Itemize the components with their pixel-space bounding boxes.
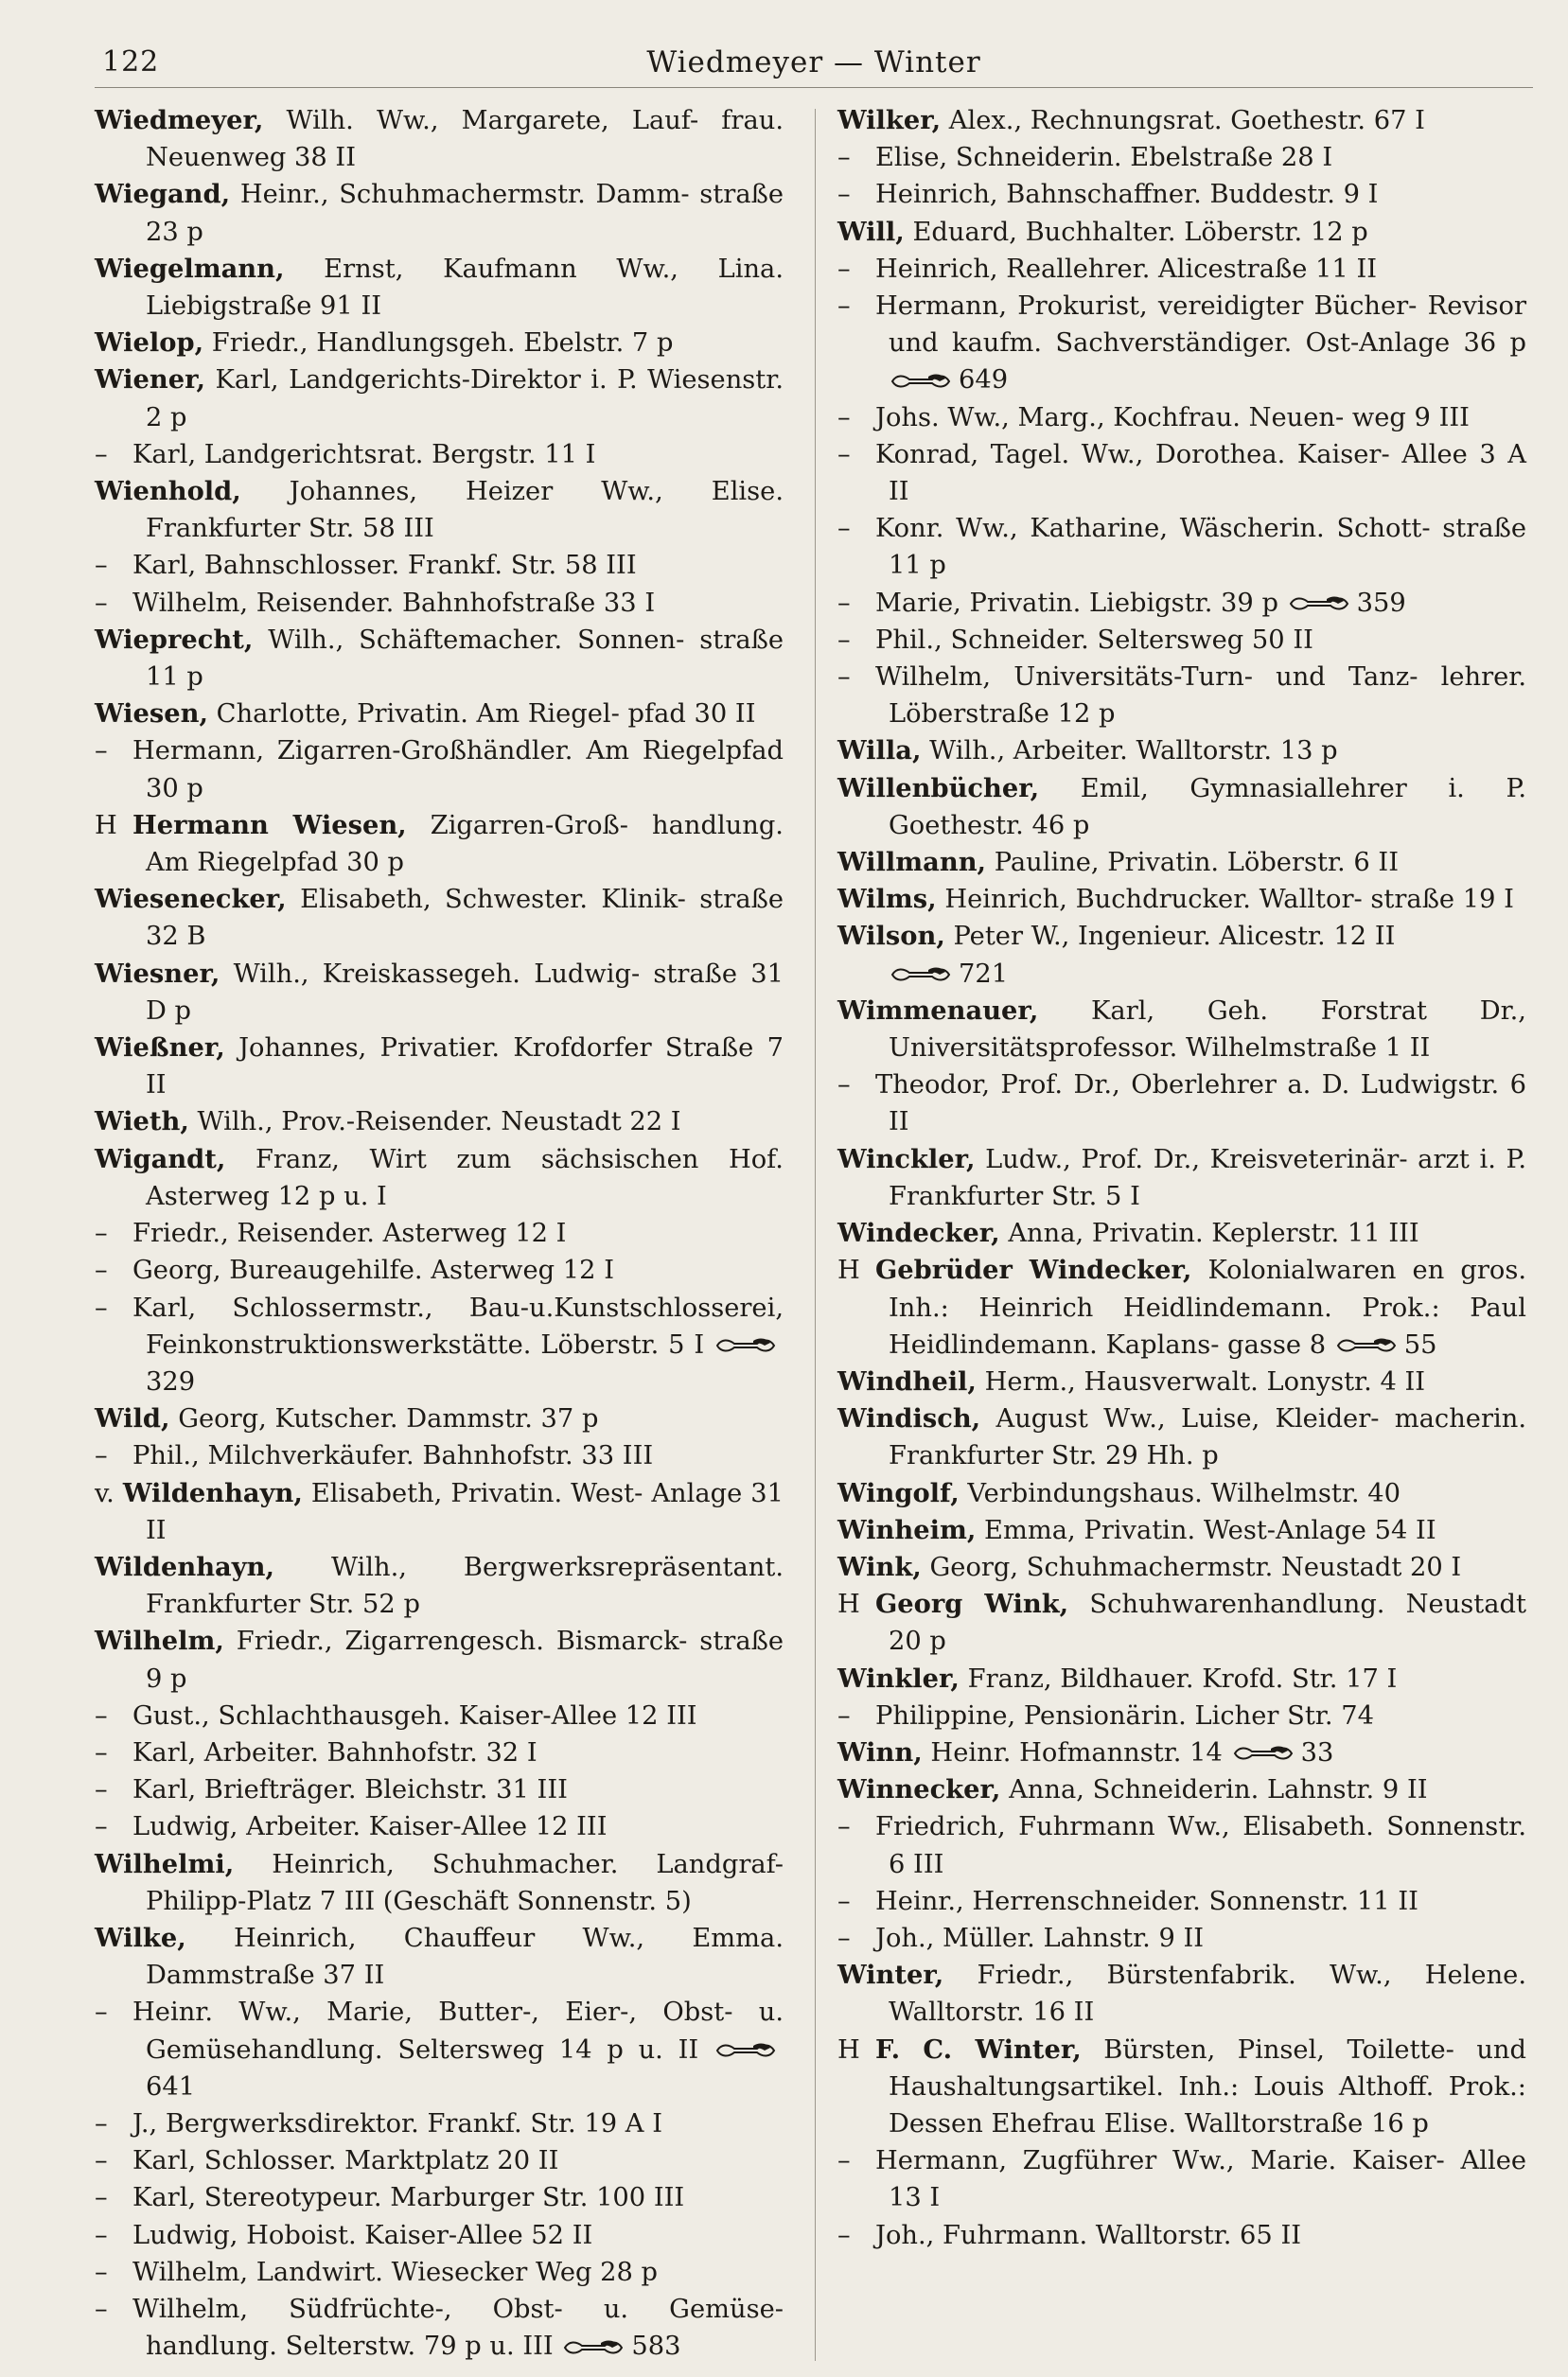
directory-entry bbox=[837, 102, 1526, 139]
directory-entry bbox=[837, 1698, 1526, 1734]
firm-marker: H bbox=[837, 1256, 860, 1286]
directory-entry bbox=[95, 1623, 784, 1697]
phone-number: 583 bbox=[631, 2332, 681, 2362]
directory-entry bbox=[837, 2142, 1526, 2216]
entry-text: Ludw., Prof. Dr., Kreisveterinär- arzt i. P. Frankfurter Str. 5 I bbox=[889, 1144, 1526, 1211]
continuation-dash: – bbox=[95, 588, 108, 618]
continuation-dash: – bbox=[837, 625, 851, 655]
entry-name: Willenbücher, bbox=[837, 772, 1040, 803]
directory-entry bbox=[837, 1661, 1526, 1698]
entry-name: Wildenhayn, bbox=[122, 1477, 303, 1508]
continuation-dash: – bbox=[95, 2257, 108, 2287]
entry-text: Bürsten, Pinsel, Toilette- und Haushaltungsartikel. Inh.: Louis Althoff. Prok.: Dessen Ehefrau Elise. Walltorstraße 16 p bbox=[889, 2034, 1526, 2139]
entry-text: Emil, Gymnasiallehrer i. P. Goethestr. 46 p bbox=[889, 773, 1526, 840]
telephone-icon bbox=[890, 966, 951, 983]
firm-marker: H bbox=[837, 2034, 860, 2065]
directory-entry bbox=[837, 251, 1526, 288]
firm-marker: H bbox=[95, 810, 117, 840]
entry-text: Phil., Milchverkäufer. Bahnhofstr. 33 III bbox=[132, 1441, 654, 1471]
entry-name: Wilke, bbox=[95, 1922, 186, 1953]
entry-text: Friedrich, Fuhrmann Ww., Elisabeth. Sonnenstr. 6 III bbox=[875, 1812, 1526, 1879]
entry-text: Hermann, Zugführer Ww., Marie. Kaiser- Allee 13 I bbox=[875, 2146, 1526, 2213]
entry-text: Phil., Schneider. Seltersweg 50 II bbox=[875, 625, 1313, 655]
continuation-dash: – bbox=[95, 736, 108, 766]
directory-entry bbox=[837, 139, 1526, 176]
entry-name: Winckler, bbox=[837, 1143, 976, 1174]
entry-text: Theodor, Prof. Dr., Oberlehrer a. D. Ludwigstr. 6 II bbox=[875, 1070, 1526, 1137]
directory-entry bbox=[837, 1141, 1526, 1215]
telephone-icon bbox=[715, 1337, 776, 1354]
directory-entry bbox=[837, 1771, 1526, 1808]
entry-name: Wingolf, bbox=[837, 1477, 960, 1508]
continuation-dash: – bbox=[95, 1441, 108, 1471]
entry-text: Marie, Privatin. Liebigstr. 39 p bbox=[875, 588, 1278, 618]
entry-name: Wiegelmann, bbox=[95, 253, 285, 284]
entry-text: Elisabeth, Schwester. Klinik- straße 32 B bbox=[146, 885, 784, 952]
directory-entry bbox=[95, 1252, 784, 1289]
directory-entry bbox=[95, 1215, 784, 1252]
directory-entry bbox=[837, 1252, 1526, 1364]
directory-entry bbox=[95, 1400, 784, 1437]
continuation-dash: – bbox=[837, 402, 851, 432]
phone-number: 649 bbox=[959, 365, 1009, 396]
entry-text: Alex., Rechnungsrat. Goethestr. 67 I bbox=[941, 106, 1425, 135]
directory-entry bbox=[95, 361, 784, 435]
entry-name: Windheil, bbox=[837, 1365, 977, 1397]
name-prefix: v. bbox=[95, 1478, 123, 1508]
continuation-dash: – bbox=[95, 1737, 108, 1768]
continuation-dash: – bbox=[95, 2220, 108, 2250]
entry-text: Schuhwarenhandlung. Neustadt 20 p bbox=[889, 1590, 1526, 1657]
directory-entry bbox=[95, 1771, 784, 1808]
directory-entry bbox=[95, 956, 784, 1030]
entry-text: Elise, Schneiderin. Ebelstraße 28 I bbox=[875, 143, 1333, 173]
directory-entry bbox=[837, 770, 1526, 844]
directory-entry bbox=[95, 1846, 784, 1920]
directory-entry bbox=[95, 251, 784, 325]
telephone-icon bbox=[1336, 1337, 1397, 1354]
entry-name: Wildenhayn, bbox=[95, 1551, 274, 1582]
directory-entry bbox=[837, 1215, 1526, 1252]
entry-name: Will, bbox=[837, 216, 905, 247]
entry-name: Wieth, bbox=[95, 1106, 189, 1137]
directory-entry bbox=[95, 881, 784, 955]
directory-entry bbox=[837, 1734, 1526, 1771]
entry-text: Johannes, Heizer Ww., Elise. Frankfurter Str. 58 III bbox=[146, 477, 784, 544]
entry-name: Willmann, bbox=[837, 847, 987, 878]
directory-entry bbox=[95, 1475, 784, 1549]
continuation-dash: – bbox=[837, 180, 851, 210]
directory-entry bbox=[95, 2291, 784, 2365]
continuation-dash: – bbox=[837, 2146, 851, 2176]
directory-entry bbox=[837, 918, 1526, 992]
directory-entry bbox=[837, 1957, 1526, 2031]
directory-entry bbox=[837, 510, 1526, 584]
entry-text: Heinr. Hofmannstr. 14 bbox=[922, 1737, 1223, 1768]
entry-name: Wigandt, bbox=[95, 1143, 226, 1174]
entry-text: Wilhelm, Südfrüchte-, Obst- u. Gemüse- handlung. Selterstw. 79 p u. III bbox=[132, 2294, 784, 2362]
entry-text: Wilh., Bergwerksrepräsentant. Frankfurter Str. 52 p bbox=[146, 1552, 784, 1620]
entry-text: Franz, Bildhauer. Krofd. Str. 17 I bbox=[959, 1664, 1398, 1694]
entry-text: Emma, Privatin. West-Anlage 54 II bbox=[976, 1515, 1436, 1545]
entry-text: Konrad, Tagel. Ww., Dorothea. Kaiser- Allee 3 A II bbox=[875, 439, 1526, 507]
telephone-icon bbox=[1289, 595, 1349, 612]
directory-entry bbox=[95, 325, 784, 361]
directory-entry bbox=[837, 1883, 1526, 1920]
entry-name: Wilson, bbox=[837, 921, 945, 952]
directory-entry bbox=[837, 1512, 1526, 1549]
entry-text: Anna, Privatin. Keplerstr. 11 III bbox=[999, 1219, 1419, 1249]
directory-entry bbox=[95, 2179, 784, 2216]
entry-text: Wilhelm, Reisender. Bahnhofstraße 33 I bbox=[132, 588, 656, 618]
telephone-icon bbox=[715, 2042, 776, 2059]
phone-number: 55 bbox=[1403, 1329, 1437, 1360]
directory-entry bbox=[95, 547, 784, 584]
entry-name: Wienhold, bbox=[95, 476, 241, 507]
directory-entry bbox=[837, 585, 1526, 622]
continuation-dash: – bbox=[837, 1700, 851, 1731]
entry-name: Willa, bbox=[837, 735, 922, 766]
directory-entry bbox=[95, 622, 784, 695]
directory-entry bbox=[837, 176, 1526, 213]
continuation-dash: – bbox=[95, 1998, 108, 2028]
directory-entry bbox=[95, 1141, 784, 1215]
entry-name: Wiesen, bbox=[95, 698, 208, 730]
continuation-dash: – bbox=[837, 2220, 851, 2250]
entry-text: Heinrich, Chauffeur Ww., Emma. Dammstraße 37 II bbox=[146, 1923, 784, 1991]
directory-entry bbox=[837, 1549, 1526, 1586]
directory-entry bbox=[95, 1030, 784, 1103]
continuation-dash: – bbox=[837, 1812, 851, 1842]
entry-name: Winter, bbox=[837, 1960, 944, 1991]
entry-name: Wiener, bbox=[95, 364, 206, 396]
directory-entry bbox=[837, 2032, 1526, 2143]
directory-entry bbox=[95, 1103, 784, 1140]
directory-entry bbox=[837, 288, 1526, 399]
entry-text: Karl, Arbeiter. Bahnhofstr. 32 I bbox=[132, 1737, 537, 1768]
page-number: 122 bbox=[102, 45, 160, 79]
directory-entry bbox=[95, 1698, 784, 1734]
directory-entry bbox=[837, 399, 1526, 436]
directory-entry bbox=[837, 1586, 1526, 1660]
entry-text: Ludwig, Arbeiter. Kaiser-Allee 12 III bbox=[132, 1812, 608, 1842]
entry-text: Zigarren-Groß- handlung. Am Riegelpfad 30 p bbox=[146, 810, 784, 878]
entry-text: Friedr., Handlungsgeh. Ebelstr. 7 p bbox=[203, 328, 674, 359]
entry-text: Verbindungshaus. Wilhelmstr. 40 bbox=[959, 1478, 1401, 1508]
entry-text: Georg, Kutscher. Dammstr. 37 p bbox=[169, 1404, 599, 1435]
directory-entry bbox=[95, 1437, 784, 1474]
entry-text: Joh., Müller. Lahnstr. 9 II bbox=[875, 1923, 1205, 1953]
entry-text: Georg, Schuhmachermstr. Neustadt 20 I bbox=[921, 1552, 1462, 1582]
entry-text: Ernst, Kaufmann Ww., Lina. Liebigstraße 91 II bbox=[146, 254, 784, 322]
entry-name: Wießner, bbox=[95, 1032, 225, 1064]
continuation-dash: – bbox=[95, 439, 108, 469]
phone-number: 329 bbox=[146, 1366, 196, 1397]
entry-text: Friedr., Bürstenfabrik. Ww., Helene. Walltorstr. 16 II bbox=[889, 1961, 1526, 2028]
entry-text: Johs. Ww., Marg., Kochfrau. Neuen- weg 9 III bbox=[875, 402, 1470, 432]
entry-text: Kolonialwaren en gros. Inh.: Heinrich Heidlindemann. Prok.: Paul Heidlindemann. Kaplans- gasse 8 bbox=[889, 1256, 1526, 1360]
directory-entry bbox=[837, 1400, 1526, 1474]
entry-text: Wilh., Kreiskassegeh. Ludwig- straße 31 D p bbox=[146, 959, 784, 1026]
directory-entry bbox=[95, 2254, 784, 2291]
right-column bbox=[837, 102, 1526, 2254]
continuation-dash: – bbox=[95, 2146, 108, 2176]
directory-entry bbox=[837, 1808, 1526, 1882]
entry-text: Wilh., Prov.-Reisender. Neustadt 22 I bbox=[188, 1107, 681, 1137]
continuation-dash: – bbox=[837, 143, 851, 173]
directory-entry bbox=[95, 1808, 784, 1845]
entry-text: Karl, Landgerichtsrat. Bergstr. 11 I bbox=[132, 439, 596, 469]
entry-text: Friedr., Zigarrengesch. Bismarck- straße 9 p bbox=[146, 1627, 784, 1694]
directory-entry bbox=[95, 176, 784, 250]
firm-name: Gebrüder Windecker, bbox=[875, 1255, 1192, 1286]
firm-name: F. C. Winter, bbox=[875, 2034, 1082, 2065]
entry-text: Wilhelm, Landwirt. Wiesecker Weg 28 p bbox=[132, 2257, 659, 2287]
entry-name: Wilhelm, bbox=[95, 1626, 224, 1657]
directory-entry bbox=[837, 622, 1526, 659]
entry-text: Karl, Schlosser. Marktplatz 20 II bbox=[132, 2146, 559, 2176]
entry-name: Wilker, bbox=[837, 105, 942, 135]
entry-text: Karl, Schlossermstr., Bau-u.Kunstschlosserei, Feinkonstruktionswerkstätte. Löberstr. 5 I bbox=[132, 1293, 784, 1360]
continuation-dash: – bbox=[837, 1923, 851, 1953]
phone-number: 721 bbox=[959, 959, 1009, 989]
directory-entry bbox=[837, 2217, 1526, 2254]
directory-entry bbox=[95, 1994, 784, 2105]
entry-text: Karl, Stereotypeur. Marburger Str. 100 III bbox=[132, 2183, 685, 2213]
directory-entry bbox=[837, 844, 1526, 881]
entry-name: Wimmenauer, bbox=[837, 995, 1039, 1026]
entry-name: Winnecker, bbox=[837, 1774, 1001, 1805]
entry-text: Karl, Briefträger. Bleichstr. 31 III bbox=[132, 1775, 568, 1805]
firm-name: Georg Wink, bbox=[875, 1589, 1069, 1620]
directory-entry bbox=[837, 1920, 1526, 1957]
entry-text: Ludwig, Hoboist. Kaiser-Allee 52 II bbox=[132, 2220, 593, 2250]
entry-text: Heinrich, Reallehrer. Alicestraße 11 II bbox=[875, 254, 1378, 284]
running-title: Wiedmeyer — Winter bbox=[646, 45, 981, 79]
continuation-dash: – bbox=[837, 514, 851, 544]
directory-entry bbox=[837, 1475, 1526, 1512]
directory-entry bbox=[95, 732, 784, 806]
continuation-dash: – bbox=[837, 662, 851, 693]
continuation-dash: – bbox=[95, 1256, 108, 1286]
entry-name: Wielop, bbox=[95, 327, 204, 359]
directory-entry bbox=[837, 214, 1526, 251]
phone-number: 359 bbox=[1356, 588, 1406, 618]
entry-name: Wiesenecker, bbox=[95, 884, 287, 915]
entry-text: August Ww., Luise, Kleider- macherin. Frankfurter Str. 29 Hh. p bbox=[889, 1404, 1526, 1471]
firm-marker: H bbox=[837, 1590, 860, 1620]
entry-text: Pauline, Privatin. Löberstr. 6 II bbox=[986, 848, 1399, 878]
entry-text: Eduard, Buchhalter. Löberstr. 12 p bbox=[904, 217, 1368, 247]
entry-text: Joh., Fuhrmann. Walltorstr. 65 II bbox=[875, 2220, 1302, 2250]
directory-entry bbox=[95, 585, 784, 622]
firm-name: Hermann Wiesen, bbox=[132, 809, 407, 840]
telephone-icon bbox=[563, 2339, 624, 2356]
entry-text: Friedr., Reisender. Asterweg 12 I bbox=[132, 1219, 567, 1249]
entry-name: Winn, bbox=[837, 1736, 923, 1768]
directory-entry bbox=[837, 436, 1526, 510]
entry-text: Peter W., Ingenieur. Alicestr. 12 II bbox=[944, 922, 1396, 952]
continuation-dash: – bbox=[837, 291, 851, 322]
continuation-dash: – bbox=[837, 588, 851, 618]
entry-text: Karl, Geh. Forstrat Dr., Universitätsprofessor. Wilhelmstraße 1 II bbox=[889, 995, 1526, 1064]
entry-text: J., Bergwerksdirektor. Frankf. Str. 19 A I bbox=[132, 2108, 662, 2139]
continuation-dash: – bbox=[95, 2108, 108, 2139]
continuation-dash: – bbox=[837, 1886, 851, 1916]
entry-text: Wilh. Ww., Margarete, Lauf- frau. Neuenweg 38 II bbox=[146, 106, 784, 173]
entry-text: Elisabeth, Privatin. West- Anlage 31 II bbox=[146, 1478, 784, 1545]
directory-entry bbox=[837, 732, 1526, 769]
entry-text: Karl, Landgerichts-Direktor i. P. Wiesenstr. 2 p bbox=[146, 365, 784, 432]
left-column bbox=[95, 102, 784, 2365]
entry-text: Heinr. Ww., Marie, Butter-, Eier-, Obst- u. Gemüsehandlung. Seltersweg 14 p u. II bbox=[132, 1998, 784, 2065]
directory-entry bbox=[95, 436, 784, 473]
entry-name: Wilhelmi, bbox=[95, 1848, 235, 1879]
entry-text: Heinrich, Schuhmacher. Landgraf- Philipp-Platz 7 III (Geschäft Sonnenstr. 5) bbox=[146, 1849, 784, 1916]
header-rule bbox=[95, 87, 1533, 88]
entry-text: Hermann, Prokurist, vereidigter Bücher- Revisor und kaufm. Sachverständiger. Ost-Anlage 36 p bbox=[875, 291, 1526, 359]
entry-name: Wink, bbox=[837, 1551, 922, 1582]
directory-entry bbox=[95, 2105, 784, 2142]
continuation-dash: – bbox=[95, 1775, 108, 1805]
directory-entry bbox=[95, 695, 784, 732]
entry-text: Georg, Bureaugehilfe. Asterweg 12 I bbox=[132, 1256, 615, 1286]
directory-entry bbox=[95, 1290, 784, 1401]
entry-text: Karl, Bahnschlosser. Frankf. Str. 58 III bbox=[132, 551, 637, 581]
continuation-dash: – bbox=[837, 1070, 851, 1100]
entry-name: Wieprecht, bbox=[95, 624, 254, 655]
continuation-dash: – bbox=[95, 1293, 108, 1323]
column-divider bbox=[815, 109, 816, 2361]
entry-text: Heinr., Herrenschneider. Sonnenstr. 11 II bbox=[875, 1886, 1418, 1916]
directory-entry bbox=[95, 1549, 784, 1623]
directory-entry bbox=[95, 807, 784, 881]
directory-entry bbox=[837, 1066, 1526, 1140]
continuation-dash: – bbox=[95, 2183, 108, 2213]
continuation-dash: – bbox=[837, 439, 851, 469]
directory-entry bbox=[837, 881, 1526, 918]
telephone-icon bbox=[1233, 1745, 1294, 1762]
continuation-dash: – bbox=[95, 551, 108, 581]
directory-entry bbox=[837, 1364, 1526, 1400]
directory-entry bbox=[95, 1920, 784, 1994]
phone-number: 33 bbox=[1300, 1737, 1334, 1768]
entry-name: Winheim, bbox=[837, 1514, 977, 1545]
entry-text: Heinrich, Buchdrucker. Walltor- straße 19 I bbox=[936, 885, 1514, 915]
entry-name: Wiesner, bbox=[95, 958, 220, 989]
phone-number: 641 bbox=[146, 2071, 196, 2102]
entry-name: Wiedmeyer, bbox=[95, 105, 264, 135]
entry-text: Philippine, Pensionärin. Licher Str. 74 bbox=[875, 1700, 1374, 1731]
entry-text: Wilh., Schäftemacher. Sonnen- straße 11 p bbox=[146, 625, 784, 693]
entry-name: Wild, bbox=[95, 1403, 170, 1435]
entry-text: Heinrich, Bahnschaffner. Buddestr. 9 I bbox=[875, 180, 1379, 210]
telephone-icon bbox=[890, 373, 951, 390]
entry-text: Anna, Schneiderin. Lahnstr. 9 II bbox=[1000, 1775, 1428, 1805]
entry-text: Wilh., Arbeiter. Walltorstr. 13 p bbox=[921, 736, 1338, 766]
directory-entry bbox=[95, 2217, 784, 2254]
directory-entry bbox=[837, 993, 1526, 1066]
entry-name: Wiegand, bbox=[95, 179, 231, 210]
entry-text: Konr. Ww., Katharine, Wäscherin. Schott- straße 11 p bbox=[875, 514, 1526, 581]
continuation-dash: – bbox=[95, 1812, 108, 1842]
directory-entry bbox=[95, 473, 784, 547]
directory-entry bbox=[95, 1734, 784, 1771]
entry-name: Wilms, bbox=[837, 884, 937, 915]
entry-name: Windecker, bbox=[837, 1218, 1000, 1249]
entry-text: Wilhelm, Universitäts-Turn- und Tanz- lehrer. Löberstraße 12 p bbox=[875, 662, 1526, 730]
page-header bbox=[95, 38, 1533, 85]
entry-text: Franz, Wirt zum sächsischen Hof. Asterweg 12 p u. I bbox=[146, 1144, 784, 1211]
entry-text: Charlotte, Privatin. Am Riegel- pfad 30 II bbox=[208, 699, 756, 730]
directory-entry bbox=[837, 659, 1526, 732]
directory-entry bbox=[95, 102, 784, 176]
entry-text: Gust., Schlachthausgeh. Kaiser-Allee 12 III bbox=[132, 1700, 697, 1731]
continuation-dash: – bbox=[95, 1219, 108, 1249]
entry-text: Heinr., Schuhmachermstr. Damm- straße 23 p bbox=[146, 180, 784, 247]
continuation-dash: – bbox=[837, 254, 851, 284]
entry-text: Johannes, Privatier. Krofdorfer Straße 7 II bbox=[146, 1033, 784, 1100]
continuation-dash: – bbox=[95, 2294, 108, 2324]
continuation-dash: – bbox=[95, 1700, 108, 1731]
entry-text: Herm., Hausverwalt. Lonystr. 4 II bbox=[976, 1366, 1426, 1397]
entry-name: Windisch, bbox=[837, 1403, 981, 1435]
entry-name: Winkler, bbox=[837, 1663, 960, 1694]
directory-entry bbox=[95, 2142, 784, 2179]
entry-text: Hermann, Zigarren-Großhändler. Am Riegelpfad 30 p bbox=[132, 736, 784, 803]
